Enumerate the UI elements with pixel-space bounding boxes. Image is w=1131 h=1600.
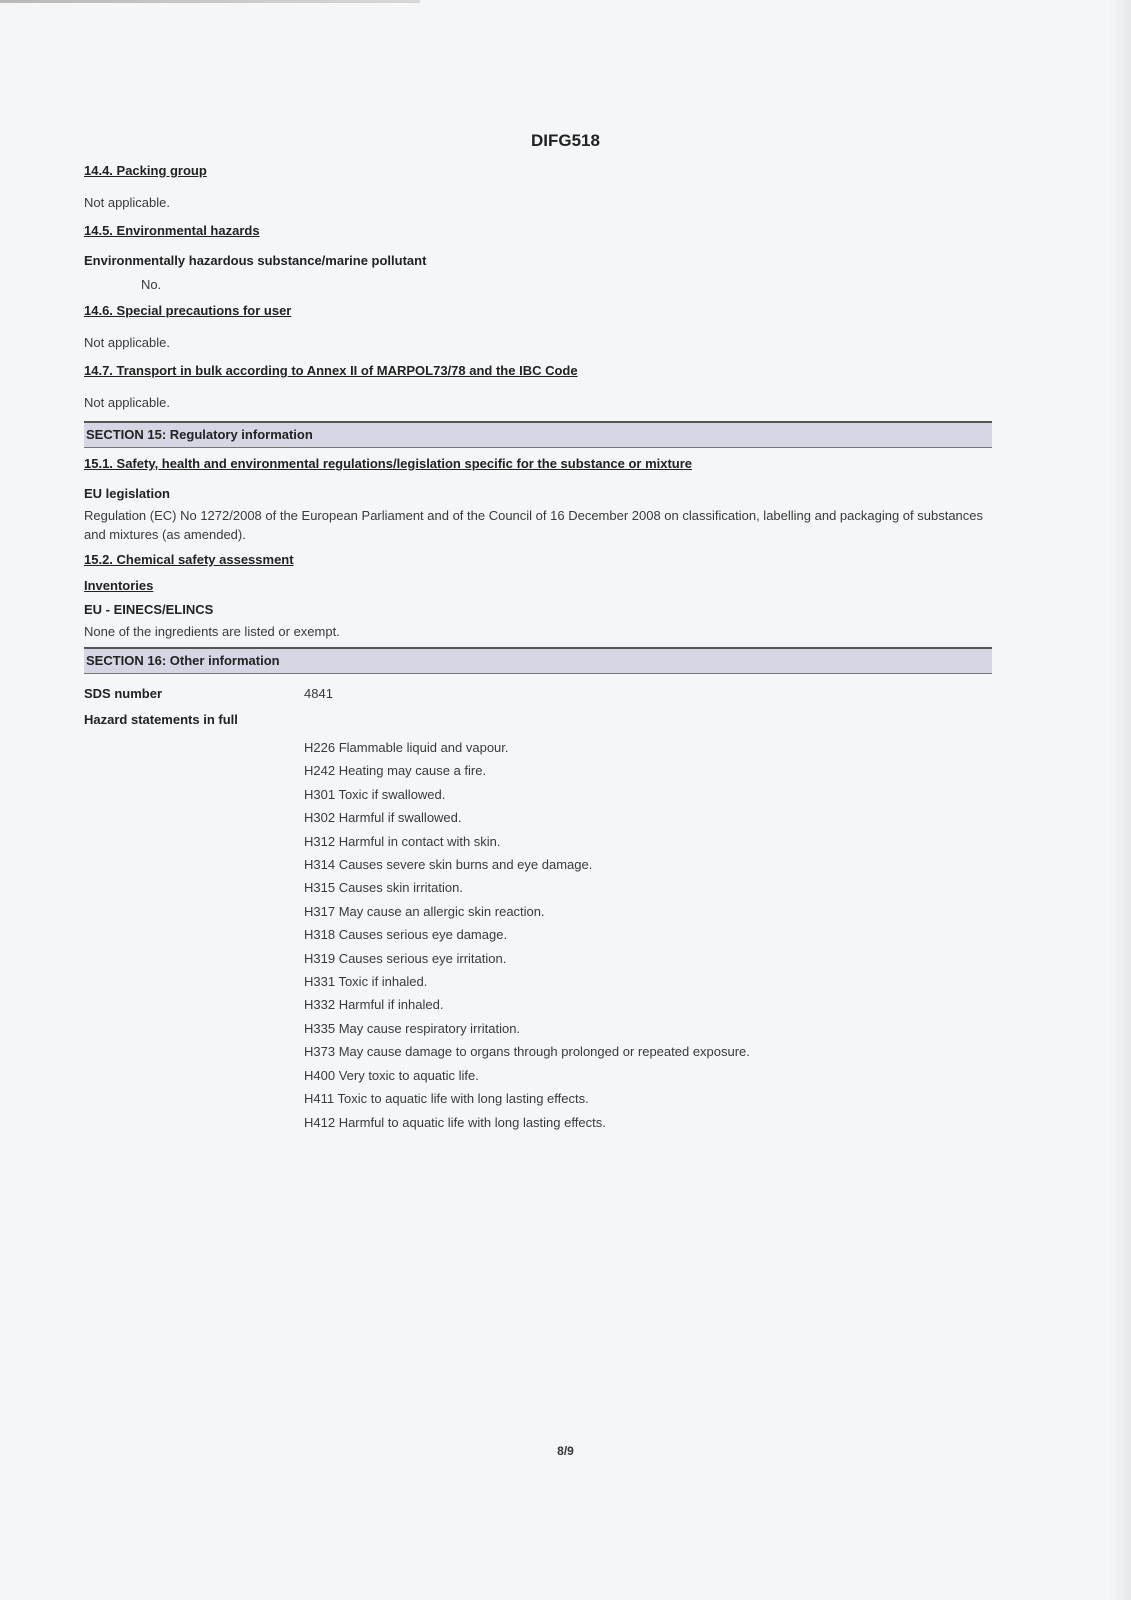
hazard-statement: H302 Harmful if swallowed. bbox=[304, 810, 462, 826]
sds-number-row bbox=[84, 684, 992, 704]
page-edge-shadow bbox=[0, 0, 420, 3]
heading-14-6-special-precautions: 14.6. Special precautions for user bbox=[84, 303, 292, 318]
hazard-statement: H411 Toxic to aquatic life with long lasting effects. bbox=[304, 1091, 589, 1107]
hazard-statement: H412 Harmful to aquatic life with long lasting effects. bbox=[304, 1114, 606, 1130]
hazard-statement: H314 Causes severe skin burns and eye damage. bbox=[304, 857, 593, 873]
section-15-bar: SECTION 15: Regulatory information bbox=[84, 421, 992, 448]
hazard-statement: H318 Causes serious eye damage. bbox=[304, 927, 508, 943]
bulk-transport-text: Not applicable. bbox=[84, 395, 170, 410]
hazard-statement: H312 Harmful in contact with skin. bbox=[304, 833, 501, 849]
marine-pollutant-label: Environmentally hazardous substance/marine pollutant bbox=[84, 253, 427, 268]
eu-legislation-text: Regulation (EC) No 1272/2008 of the European Parliament and of the Council of 16 December 2008 on classification, labelling and packaging of substances and mixtures (as amended). bbox=[84, 508, 984, 542]
inventories-heading: Inventories bbox=[84, 578, 154, 593]
hazard-statement: H335 May cause respiratory irritation. bbox=[304, 1020, 521, 1036]
section-16-bar: SECTION 16: Other information bbox=[84, 647, 992, 674]
heading-14-4-packing-group: 14.4. Packing group bbox=[84, 163, 207, 178]
special-precautions-text: Not applicable. bbox=[84, 335, 170, 350]
hazard-statement: H319 Causes serious eye irritation. bbox=[304, 950, 507, 966]
einecs-text: None of the ingredients are listed or exempt. bbox=[84, 624, 340, 639]
hazard-statement: H373 May cause damage to organs through prolonged or repeated exposure. bbox=[304, 1044, 750, 1060]
hazard-statement: H332 Harmful if inhaled. bbox=[304, 997, 444, 1013]
eu-legislation-label: EU legislation bbox=[84, 486, 170, 501]
hazard-statement: H226 Flammable liquid and vapour. bbox=[304, 740, 509, 755]
heading-15-1-regulations: 15.1. Safety, health and environmental regulations/legislation specific for the substance or mixture bbox=[84, 456, 693, 471]
hazard-statement: H400 Very toxic to aquatic life. bbox=[304, 1067, 479, 1083]
page-number: 8/9 bbox=[557, 1444, 574, 1458]
sds-number-label: SDS number bbox=[84, 686, 163, 701]
heading-15-2-chemical-safety: 15.2. Chemical safety assessment bbox=[84, 552, 294, 567]
hazard-statement: H301 Toxic if swallowed. bbox=[304, 786, 446, 802]
hazard-statement: H315 Causes skin irritation. bbox=[304, 880, 463, 896]
hazard-statements-label: Hazard statements in full bbox=[84, 712, 238, 727]
hazard-statement: H317 May cause an allergic skin reaction. bbox=[304, 903, 545, 919]
heading-14-7-bulk-transport: 14.7. Transport in bulk according to Annex II of MARPOL73/78 and the IBC Code bbox=[84, 363, 578, 378]
hazard-statements-row bbox=[84, 710, 992, 730]
hazard-statements-list bbox=[304, 736, 992, 1134]
heading-14-5-environmental-hazards: 14.5. Environmental hazards bbox=[84, 223, 260, 238]
document-title: DIFG518 bbox=[531, 131, 600, 150]
einecs-label: EU - EINECS/ELINCS bbox=[84, 602, 214, 617]
hazard-statement: H331 Toxic if inhaled. bbox=[304, 974, 428, 990]
page-edge-right-shadow bbox=[1109, 0, 1131, 1600]
document-body bbox=[84, 159, 992, 1134]
marine-pollutant-value: No. bbox=[141, 277, 162, 292]
packing-group-text: Not applicable. bbox=[84, 195, 170, 210]
sds-number-value: 4841 bbox=[304, 686, 333, 701]
hazard-statement: H242 Heating may cause a fire. bbox=[304, 763, 487, 779]
